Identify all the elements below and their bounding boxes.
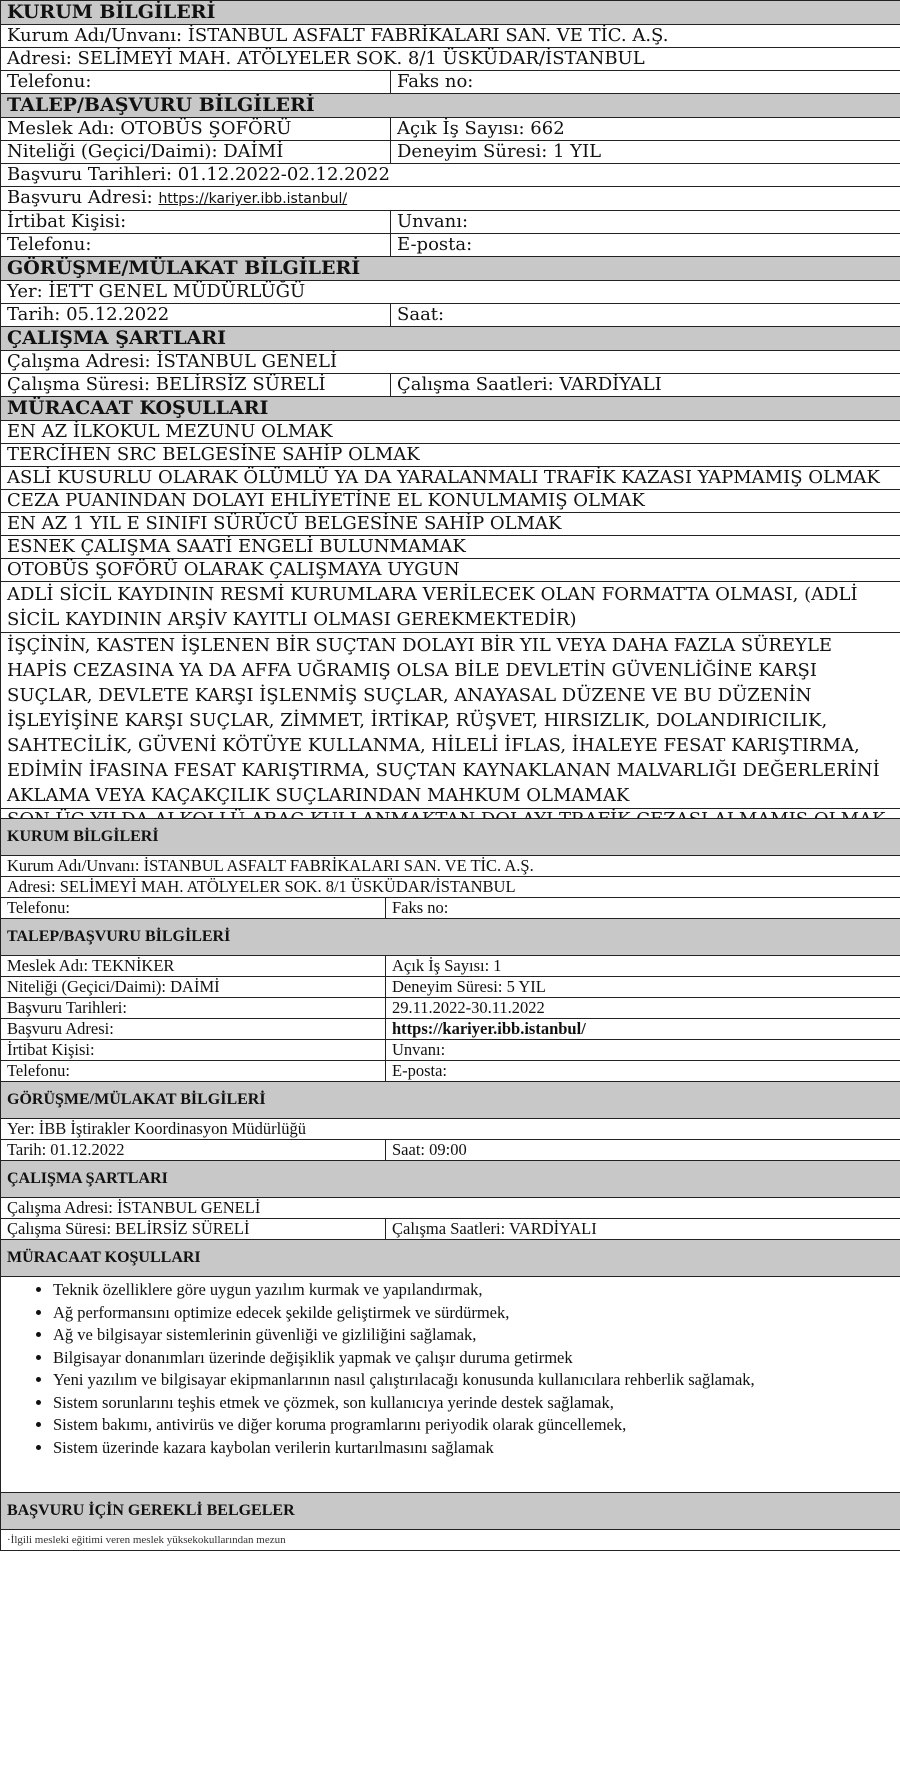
e-posta: E-posta: xyxy=(386,1061,900,1082)
gorusme-yeri: Yer: İETT GENEL MÜDÜRLÜĞÜ xyxy=(1,281,900,304)
e-posta: E-posta: xyxy=(391,234,900,257)
kosullar-list-cell xyxy=(1,1277,900,1493)
irtibat-kisisi: İrtibat Kişisi: xyxy=(1,211,391,234)
gerekli-belgeler-header: BAŞVURU İÇİN GEREKLİ BELGELER xyxy=(1,1493,900,1530)
list-item: • Sistem bakımı, antivirüs ve diğer koruma programlarını periyodik olarak güncellemek, xyxy=(53,1414,894,1437)
gorusme-saati: Saat: 09:00 xyxy=(386,1140,900,1161)
kurum-adi: Kurum Adı/Unvanı: İSTANBUL ASFALT FABRİKALARI SAN. VE TİC. A.Ş. xyxy=(1,25,900,48)
kurum-adresi: Adresi: SELİMEYİ MAH. ATÖLYELER SOK. 8/1 ÜSKÜDAR/İSTANBUL xyxy=(1,877,900,898)
meslek-adi: Meslek Adı: OTOBÜS ŞOFÖRÜ xyxy=(1,118,391,141)
basvuru-adresi-label: Başvuru Adresi: xyxy=(7,187,159,208)
talep-basvuru-header: TALEP/BAŞVURU BİLGİLERİ xyxy=(1,919,900,956)
acik-is-sayisi: Açık İş Sayısı: 1 xyxy=(386,956,900,977)
list-item: • Teknik özelliklere göre uygun yazılım kurmak ve yapılandırmak, xyxy=(53,1279,894,1302)
basvuru-adresi-link[interactable]: https://kariyer.ibb.istanbul/ xyxy=(158,191,348,207)
belge-item: ·İlgili mesleki eğitimi veren meslek yüksekokullarından mezun xyxy=(1,1530,900,1551)
niteligi: Niteliği (Geçici/Daimi): DAİMİ xyxy=(1,977,386,998)
calisma-sartlari-header: ÇALIŞMA ŞARTLARI xyxy=(1,1161,900,1198)
deneyim-suresi: Deneyim Süresi: 5 YIL xyxy=(386,977,900,998)
faks: Faks no: xyxy=(391,71,900,94)
irtibat-telefon: Telefonu: xyxy=(1,234,391,257)
form-table xyxy=(0,818,900,1551)
telefon: Telefonu: xyxy=(1,898,386,919)
basvuru-adresi-label: Başvuru Adresi: xyxy=(1,1019,386,1040)
gorusme-mulakat-header: GÖRÜŞME/MÜLAKAT BİLGİLERİ xyxy=(1,1082,900,1119)
calisma-sartlari-header: ÇALIŞMA ŞARTLARI xyxy=(1,327,900,351)
basvuru-adresi-link[interactable]: https://kariyer.ibb.istanbul/ xyxy=(386,1019,900,1040)
basvuru-tarihleri-label: Başvuru Tarihleri: xyxy=(1,998,386,1019)
kosullar-list xyxy=(7,1279,894,1459)
muracaat-kosullari-header: MÜRACAAT KOŞULLARI xyxy=(1,1240,900,1277)
kurum-adi: Kurum Adı/Unvanı: İSTANBUL ASFALT FABRİKALARI SAN. VE TİC. A.Ş. xyxy=(1,856,900,877)
list-item: • Ağ ve bilgisayar sistemlerinin güvenliği ve gizliliğini sağlamak, xyxy=(53,1324,894,1347)
kosul-item: ADLİ SİCİL KAYDININ RESMİ KURUMLARA VERİLECEK OLAN FORMATTA OLMASI, (ADLİ SİCİL KAYDININ ARŞİV KAYITLI OLMASI GEREKMEKTEDİR) xyxy=(1,582,900,633)
job-posting-form-2 xyxy=(0,818,900,1768)
kurum-adresi: Adresi: SELİMEYİ MAH. ATÖLYELER SOK. 8/1 ÜSKÜDAR/İSTANBUL xyxy=(1,48,900,71)
calisma-saatleri: Çalışma Saatleri: VARDİYALI xyxy=(391,374,900,397)
telefon: Telefonu: xyxy=(1,71,391,94)
basvuru-tarihleri-value: 29.11.2022-30.11.2022 xyxy=(386,998,900,1019)
list-item: • Ağ performansını optimize edecek şekilde geliştirmek ve sürdürmek, xyxy=(53,1302,894,1325)
gorusme-yeri: Yer: İBB İştirakler Koordinasyon Müdürlüğü xyxy=(1,1119,900,1140)
kosul-item: İŞÇİNİN, KASTEN İŞLENEN BİR SUÇTAN DOLAYI BİR YIL VEYA DAHA FAZLA SÜREYLE HAPİS CEZASINA YA DA AFFA UĞRAMIŞ OLSA BİLE DEVLETİN GÜVENLİĞİNE KARŞI SUÇLAR, DEVLETE KARŞI İŞLENMİŞ SUÇLAR, ANAYASAL DÜZENE VE BU DÜZENİN İŞLEYİŞİNE KARŞI SUÇLAR, ZİMMET, İRTİKAP, RÜŞVET, HIRSIZLIK, DOLANDIRICILIK, SAHTECİLİK, GÜVENİ KÖTÜYE KULLANMA, HİLELİ İFLAS, İHALEYE FESAT KARIŞTIRMA, EDİMİN İFASINA FESAT KARIŞTIRMA, SUÇTAN KAYNAKLANAN MALVARLIĞI DEĞERLERİNİ AKLAMA VEYA KAÇAKÇILIK SUÇLARINDAN MAHKUM OLMAMAK xyxy=(1,633,900,809)
faks: Faks no: xyxy=(386,898,900,919)
irtibat-telefon: Telefonu: xyxy=(1,1061,386,1082)
job-posting-form-1 xyxy=(0,0,900,817)
acik-is-sayisi: Açık İş Sayısı: 662 xyxy=(391,118,900,141)
kosul-item: ESNEK ÇALIŞMA SAATİ ENGELİ BULUNMAMAK xyxy=(1,536,900,559)
muracaat-kosullari-header: MÜRACAAT KOŞULLARI xyxy=(1,397,900,421)
kosul-item: EN AZ 1 YIL E SINIFI SÜRÜCÜ BELGESİNE SAHİP OLMAK xyxy=(1,513,900,536)
kosul-item: EN AZ İLKOKUL MEZUNU OLMAK xyxy=(1,421,900,444)
kurum-bilgileri-header: KURUM BİLGİLERİ xyxy=(1,1,900,25)
kosul-item: TERCİHEN SRC BELGESİNE SAHİP OLMAK xyxy=(1,444,900,467)
gorusme-saati: Saat: xyxy=(391,304,900,327)
calisma-adresi: Çalışma Adresi: İSTANBUL GENELİ xyxy=(1,1198,900,1219)
basvuru-tarihleri: Başvuru Tarihleri: 01.12.2022-02.12.2022 xyxy=(1,164,900,187)
list-item: • Sistem üzerinde kazara kaybolan verilerin kurtarılmasını sağlamak xyxy=(53,1437,894,1460)
calisma-adresi: Çalışma Adresi: İSTANBUL GENELİ xyxy=(1,351,900,374)
deneyim-suresi: Deneyim Süresi: 1 YIL xyxy=(391,141,900,164)
list-item: • Bilgisayar donanımları üzerinde değişiklik yapmak ve çalışır duruma getirmek xyxy=(53,1347,894,1370)
calisma-suresi: Çalışma Süresi: BELİRSİZ SÜRELİ xyxy=(1,374,391,397)
basvuru-adresi xyxy=(1,187,900,211)
gorusme-tarihi: Tarih: 01.12.2022 xyxy=(1,1140,386,1161)
gorusme-tarihi: Tarih: 05.12.2022 xyxy=(1,304,391,327)
irtibat-kisisi: İrtibat Kişisi: xyxy=(1,1040,386,1061)
meslek-adi: Meslek Adı: TEKNİKER xyxy=(1,956,386,977)
calisma-suresi: Çalışma Süresi: BELİRSİZ SÜRELİ xyxy=(1,1219,386,1240)
gorusme-mulakat-header: GÖRÜŞME/MÜLAKAT BİLGİLERİ xyxy=(1,257,900,281)
kurum-bilgileri-header: KURUM BİLGİLERİ xyxy=(1,819,900,856)
kosul-item: OTOBÜS ŞOFÖRÜ OLARAK ÇALIŞMAYA UYGUN xyxy=(1,559,900,582)
kosul-item: ASLİ KUSURLU OLARAK ÖLÜMLÜ YA DA YARALANMALI TRAFİK KAZASI YAPMAMIŞ OLMAK xyxy=(1,467,900,490)
form-table xyxy=(0,0,900,832)
kosul-item: CEZA PUANINDAN DOLAYI EHLİYETİNE EL KONULMAMIŞ OLMAK xyxy=(1,490,900,513)
unvani: Unvanı: xyxy=(391,211,900,234)
list-item: • Sistem sorunlarını teşhis etmek ve çözmek, son kullanıcıya yerinde destek sağlamak, xyxy=(53,1392,894,1415)
talep-basvuru-header: TALEP/BAŞVURU BİLGİLERİ xyxy=(1,94,900,118)
unvani: Unvanı: xyxy=(386,1040,900,1061)
calisma-saatleri: Çalışma Saatleri: VARDİYALI xyxy=(386,1219,900,1240)
list-item: • Yeni yazılım ve bilgisayar ekipmanlarının nasıl çalıştırılacağı konusunda kullanıcılara rehberlik sağlamak, xyxy=(53,1369,894,1392)
niteligi: Niteliği (Geçici/Daimi): DAİMİ xyxy=(1,141,391,164)
